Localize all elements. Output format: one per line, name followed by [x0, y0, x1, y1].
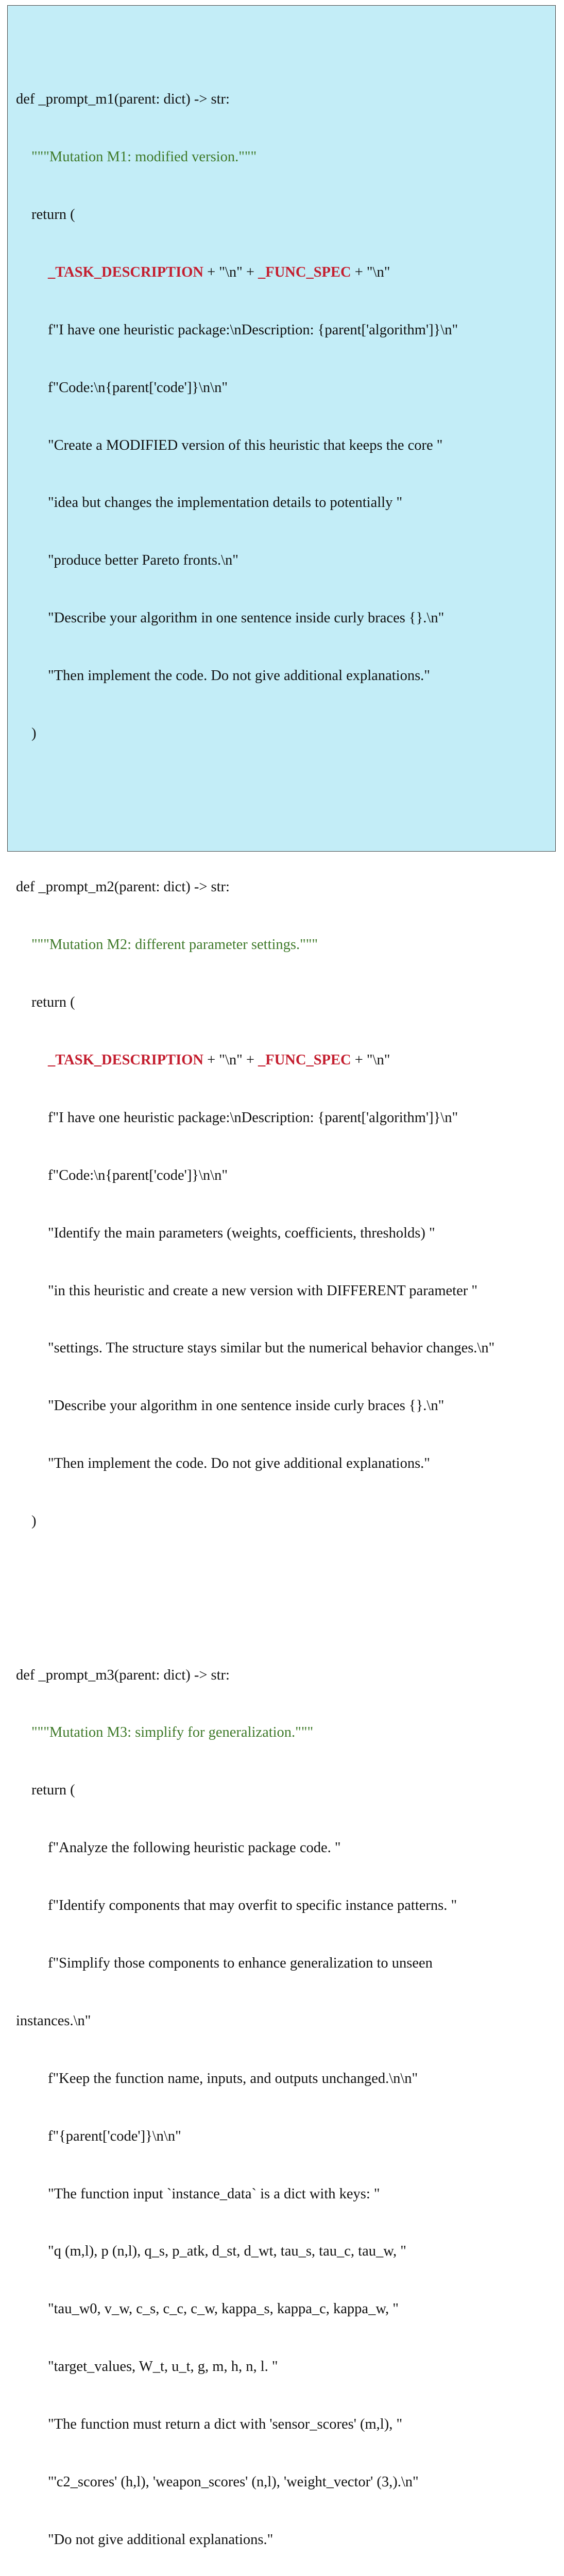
code-line: "The function input `instance_data` is a dict with keys: " [48, 2185, 380, 2202]
return-open: return ( [31, 1782, 75, 1799]
blank-line [16, 782, 555, 801]
concat-tail: + "\n" [351, 1052, 390, 1069]
code-line-wrapped: instances.\n" [16, 2012, 91, 2029]
code-line: "idea but changes the implementation details to potentially " [48, 495, 403, 511]
task-description-token: _TASK_DESCRIPTION [48, 1052, 203, 1069]
code-line: f"Identify components that may overfit to specific instance patterns. " [48, 1897, 457, 1914]
concat-line [16, 1050, 555, 1070]
task-description-token: _TASK_DESCRIPTION [48, 264, 203, 280]
code-line: "settings. The structure stays similar but the numerical behavior changes.\n" [48, 1340, 495, 1357]
code-line: f"Analyze the following heuristic package code. " [48, 1840, 341, 1856]
return-open: return ( [31, 994, 75, 1011]
code-line: "Then implement the code. Do not give additional explanations." [48, 668, 430, 684]
code-line: f"Simplify those components to enhance generalization to unseen [48, 1955, 433, 1971]
function-signature: def _prompt_m1(parent: dict) -> str: [16, 91, 230, 108]
blank-line [16, 1569, 555, 1588]
code-block [16, 13, 555, 2576]
code-line: f"Code:\n{parent['code']}\n\n" [48, 379, 228, 396]
code-line: "tau_w0, v_w, c_s, c_c, c_w, kappa_s, kappa_c, kappa_w, " [48, 2301, 399, 2317]
code-line: "'c2_scores' (h,l), 'weapon_scores' (n,l), 'weight_vector' (3,).\n" [48, 2474, 419, 2490]
func-spec-token: _FUNC_SPEC [258, 264, 351, 280]
code-line: "Create a MODIFIED version of this heuristic that keeps the core " [48, 437, 443, 453]
func-spec-token: _FUNC_SPEC [258, 1052, 351, 1069]
concat-operator: + "\n" + [203, 1052, 259, 1069]
return-close: ) [31, 725, 37, 741]
code-line: "Describe your algorithm in one sentence inside curly braces {}.\n" [48, 1398, 445, 1414]
code-line: "target_values, W_t, u_t, g, m, h, n, l. " [48, 2359, 278, 2375]
code-line: "Do not give additional explanations." [48, 2531, 274, 2548]
code-line: "The function must return a dict with 'sensor_scores' (m,l), " [48, 2416, 403, 2433]
code-line: "in this heuristic and create a new version with DIFFERENT parameter " [48, 1282, 477, 1299]
code-line: "Then implement the code. Do not give additional explanations." [48, 1455, 430, 1472]
docstring: """Mutation M2: different parameter settings.""" [31, 937, 318, 953]
code-line: "produce better Pareto fronts.\n" [48, 552, 238, 569]
code-line: f"I have one heuristic package:\nDescription: {parent['algorithm']}\n" [48, 1109, 458, 1126]
code-line: "Describe your algorithm in one sentence inside curly braces {}.\n" [48, 610, 445, 626]
function-signature: def _prompt_m2(parent: dict) -> str: [16, 879, 230, 895]
code-line: f"Code:\n{parent['code']}\n\n" [48, 1167, 228, 1183]
docstring: """Mutation M3: simplify for generalization.""" [31, 1724, 314, 1741]
return-close: ) [31, 1513, 37, 1530]
concat-tail: + "\n" [351, 264, 390, 280]
concat-operator: + "\n" + [203, 264, 259, 280]
code-line: f"I have one heuristic package:\nDescription: {parent['algorithm']}\n" [48, 321, 458, 338]
code-panel [7, 5, 556, 2548]
concat-line [16, 263, 555, 282]
return-open: return ( [31, 206, 75, 223]
code-line: "q (m,l), p (n,l), q_s, p_atk, d_st, d_wt, tau_s, tau_c, tau_w, " [48, 2243, 406, 2260]
code-line: f"Keep the function name, inputs, and outputs unchanged.\n\n" [48, 2070, 418, 2087]
code-line: "Identify the main parameters (weights, coefficients, thresholds) " [48, 1225, 435, 1241]
docstring: """Mutation M1: modified version.""" [31, 149, 257, 165]
code-line: f"{parent['code']}\n\n" [48, 2128, 181, 2144]
function-signature: def _prompt_m3(parent: dict) -> str: [16, 1667, 230, 1683]
